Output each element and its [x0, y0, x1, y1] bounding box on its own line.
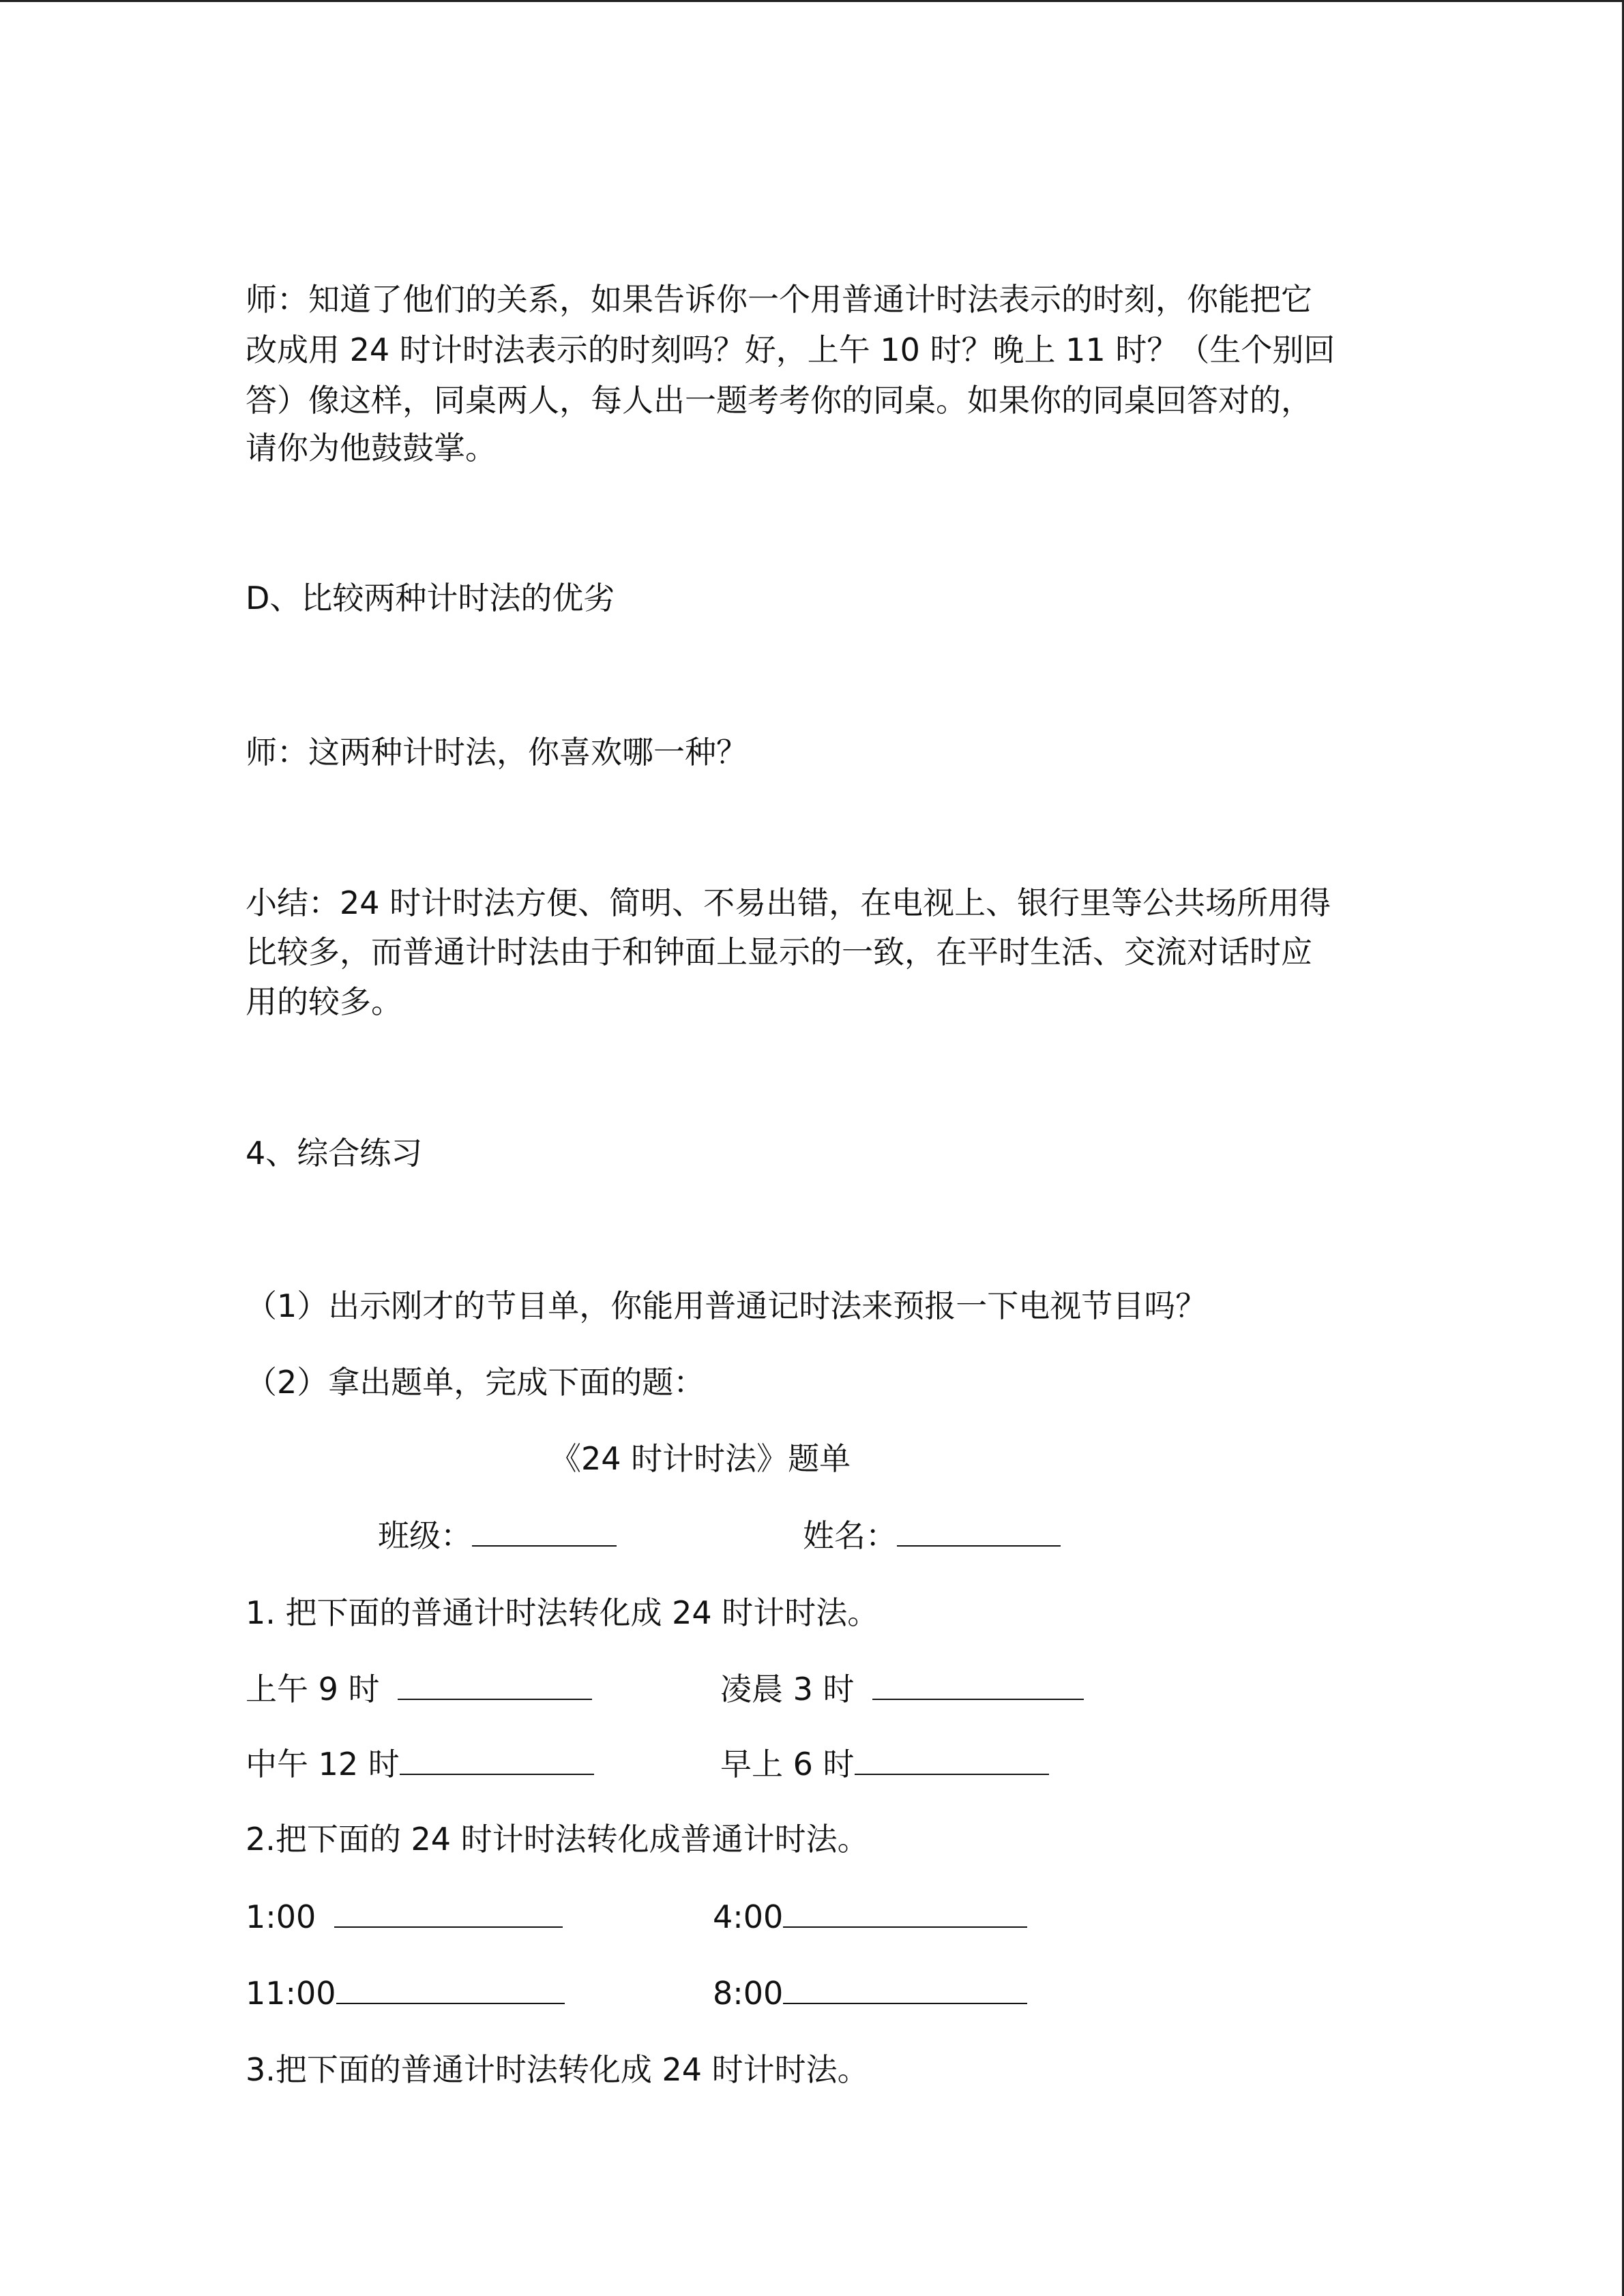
name-blank[interactable] [897, 1515, 1061, 1547]
answer-blank[interactable] [334, 1896, 563, 1928]
answer-blank[interactable] [783, 1973, 1027, 2004]
q2-item-label: 4:00 [713, 1898, 784, 1935]
q1-item [720, 1740, 1049, 1789]
paragraph-line: 答）像这样，同桌两人，每人出一题考考你的同桌。如果你的同桌回答对的， [246, 382, 1312, 419]
answer-blank[interactable] [872, 1669, 1084, 1700]
q1-item-label: 上午 9 时 [246, 1671, 380, 1708]
q2-item-label: 1:00 [246, 1898, 316, 1935]
paragraph-line: 师：知道了他们的关系，如果告诉你一个用普通计时法表示的时刻，你能把它 [246, 281, 1312, 318]
q2-item [713, 1892, 1027, 1941]
paragraph-line: 改成用 24 时计时法表示的时刻吗？好，上午 10 时？晚上 11 时？（生个别回 [246, 331, 1335, 368]
q2-item [246, 1969, 565, 2018]
q1-item [246, 1740, 594, 1789]
q2-item [246, 1892, 563, 1941]
name-label: 姓名： [803, 1517, 897, 1554]
worksheet-title: 《24 时计时法》题单 [550, 1440, 851, 1477]
answer-blank[interactable] [855, 1744, 1049, 1775]
answer-blank[interactable] [400, 1744, 594, 1775]
q2-item-label: 8:00 [713, 1975, 784, 2012]
answer-blank[interactable] [336, 1973, 565, 2004]
q2-item [713, 1969, 1027, 2018]
question-3-prompt: 3.把下面的普通计时法转化成 24 时计时法。 [246, 2051, 869, 2088]
summary-line: 小结：24 时计时法方便、简明、不易出错，在电视上、银行里等公共场所用得 [246, 884, 1331, 921]
q1-item [720, 1665, 1084, 1714]
summary-line: 用的较多。 [246, 983, 402, 1020]
q2-item-label: 11:00 [246, 1975, 336, 2012]
paragraph-line: 请你为他鼓鼓掌。 [246, 430, 497, 466]
section-heading-d: D、比较两种计时法的优劣 [246, 580, 615, 616]
class-field [378, 1511, 617, 1560]
exercise-item: （1）出示刚才的节目单，你能用普通记时法来预报一下电视节目吗？ [246, 1287, 1207, 1324]
class-blank[interactable] [472, 1515, 617, 1547]
q1-item [246, 1665, 592, 1714]
summary-line: 比较多，而普通计时法由于和钟面上显示的一致，在平时生活、交流对话时应 [246, 934, 1312, 970]
answer-blank[interactable] [398, 1669, 592, 1700]
exercise-item: （2）拿出题单，完成下面的题： [246, 1364, 705, 1401]
q1-item-label: 凌晨 3 时 [720, 1671, 855, 1708]
q1-item-label: 中午 12 时 [246, 1746, 400, 1783]
name-field [803, 1511, 1061, 1560]
q1-item-label: 早上 6 时 [720, 1746, 855, 1783]
answer-blank[interactable] [783, 1896, 1027, 1928]
section-heading-4: 4、综合练习 [246, 1135, 423, 1172]
class-label: 班级： [378, 1517, 472, 1554]
question-1-prompt: 1. 把下面的普通计时法转化成 24 时计时法。 [246, 1594, 879, 1631]
teacher-question: 师：这两种计时法，你喜欢哪一种？ [246, 734, 748, 771]
question-2-prompt: 2.把下面的 24 时计时法转化成普通计时法。 [246, 1821, 869, 1858]
